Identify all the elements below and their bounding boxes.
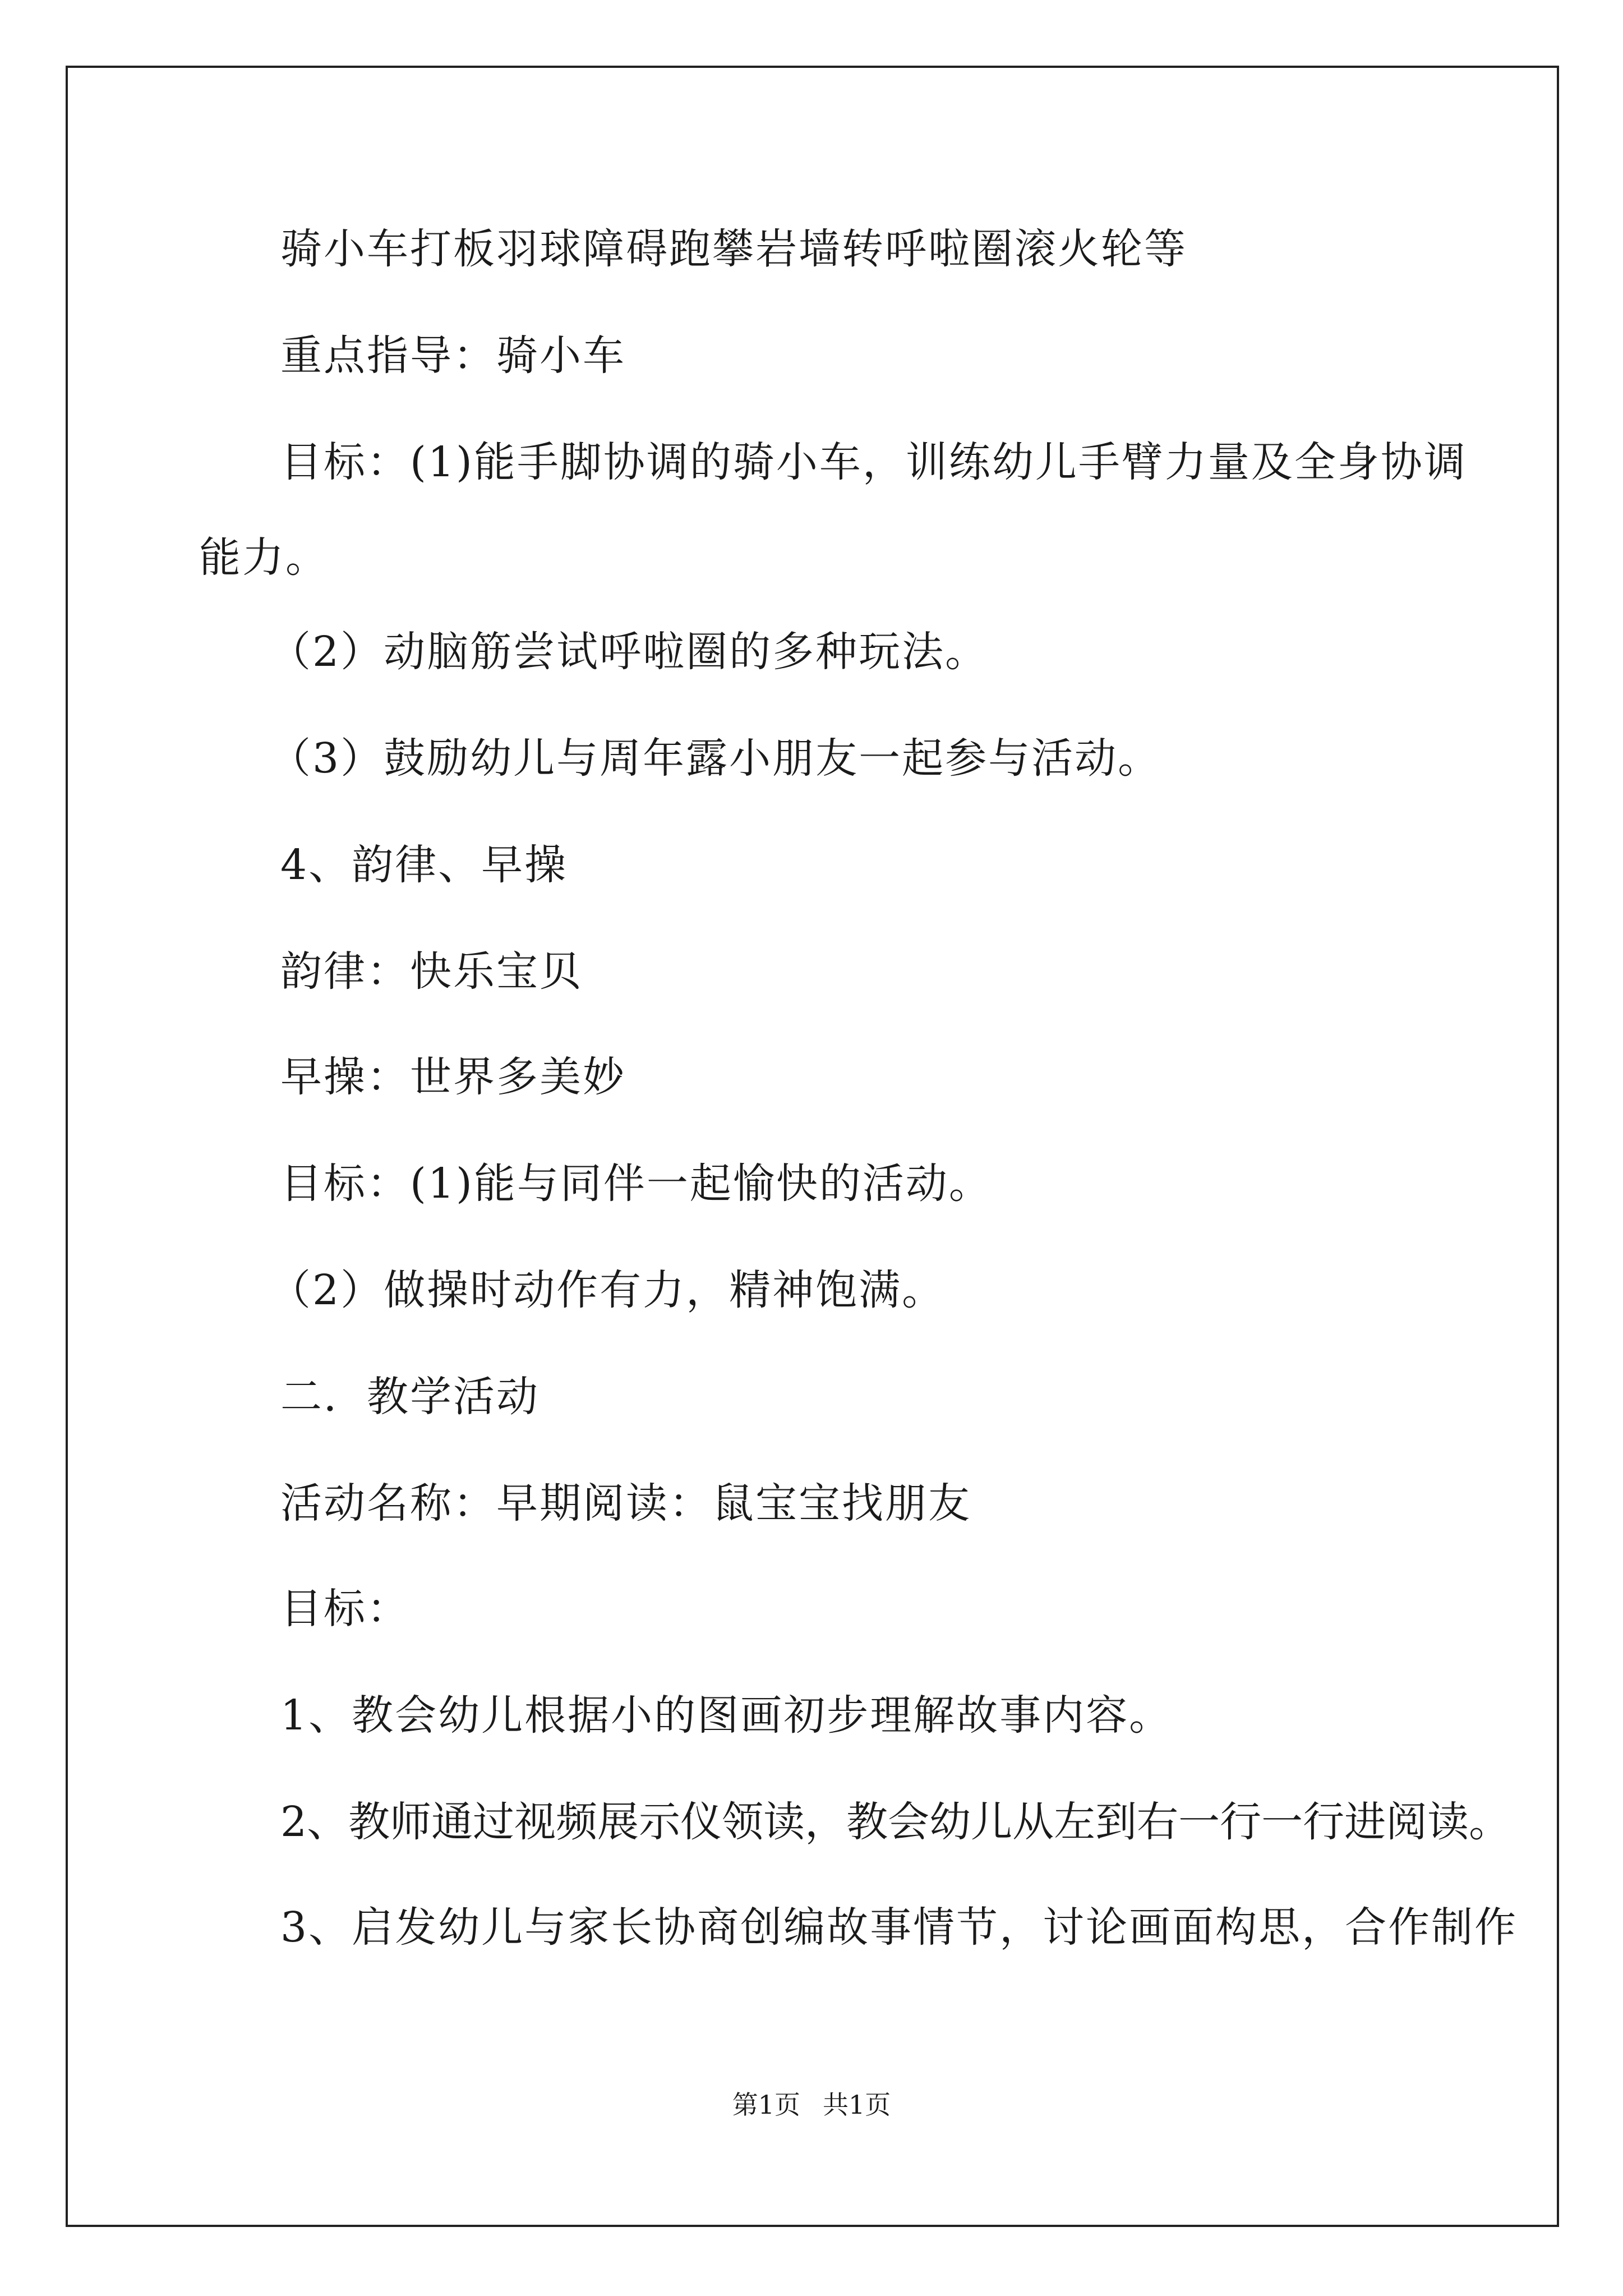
text-line: 2、教师通过视频展示仪领读，教会幼儿从左到右一行一行进阅读。	[280, 1798, 1511, 1846]
text-line: 活动名称：早期阅读：鼠宝宝找朋友	[280, 1479, 971, 1527]
text-line: 二．教学活动	[280, 1373, 540, 1421]
text-line: 能力。	[199, 533, 329, 582]
text-line: （3）鼓励幼儿与周年露小朋友一起参与活动。	[269, 734, 1161, 783]
text-line: 3、启发幼儿与家长协商创编故事情节，讨论画面构思，合作制作	[280, 1903, 1518, 1952]
text-line: 早操：世界多美妙	[280, 1053, 626, 1101]
text-line: 1、教会幼儿根据小的图画初步理解故事内容。	[280, 1691, 1173, 1740]
text-line: （2）动脑筋尝试呼啦圈的多种玩法。	[269, 628, 989, 676]
page-number: 第1页	[732, 2090, 800, 2120]
page-footer	[0, 2088, 1623, 2122]
text-line: 目标：	[280, 1585, 410, 1633]
text-line: 目标：(1)能与同伴一起愉快的活动。	[280, 1159, 992, 1208]
text-line: 4、韵律、早操	[280, 841, 568, 889]
text-line: （2）做操时动作有力，精神饱满。	[269, 1266, 946, 1314]
text-line: 重点指导：骑小车	[280, 332, 626, 380]
page-total: 共1页	[823, 2090, 891, 2120]
text-line: 韵律：快乐宝贝	[280, 947, 583, 996]
text-line: 骑小车打板羽球障碍跑攀岩墙转呼啦圈滚火轮等	[280, 225, 1187, 273]
text-line: 目标：(1)能手脚协调的骑小车，训练幼儿手臂力量及全身协调	[280, 438, 1467, 486]
